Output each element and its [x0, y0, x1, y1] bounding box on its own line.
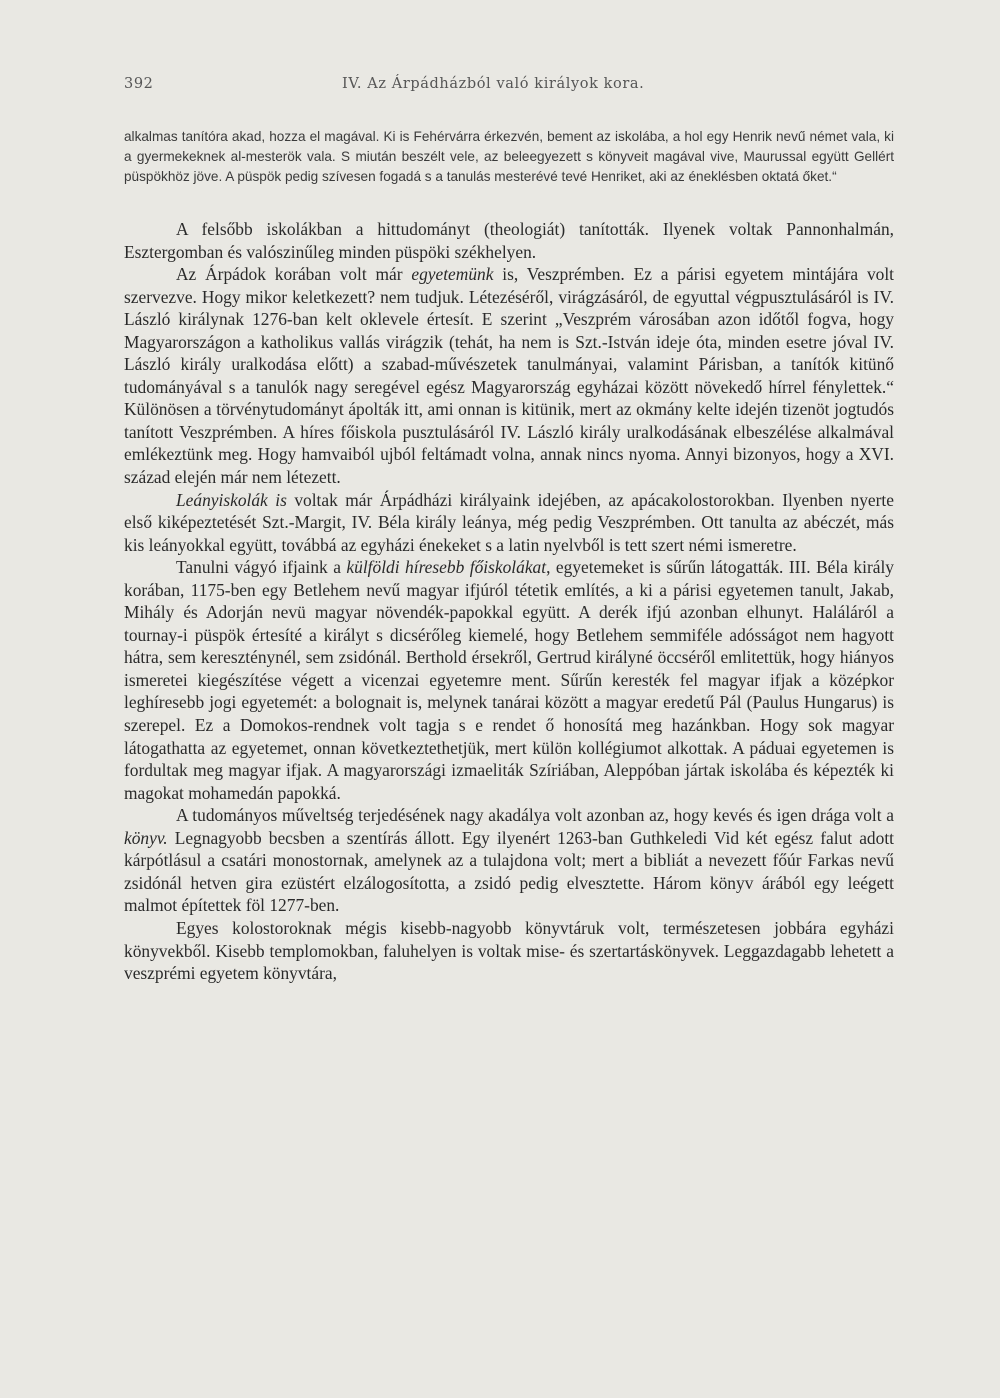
paragraph-text: is, Veszprémben. Ez a párisi egyetem mintájára volt szervezve. Hogy mikor keletkezett? nem tudjuk. Létezéséről, virágzásáról, de egyuttal végpusztulásáról is IV. László királynak 1276-ban kelt oklevele értesít. E szerint „Veszprém városában azon időtől fogva, hogy Magyarországon a katholikus vallás virágzik (tehát, ha nem is Szt.-István ideje óta, minden esetre jóval IV. László király uralkodása előtt) a szabad-művészetek tanulmányai, valamint Párisban, a tanítók kitünő tudományával s a tanulók nagy seregével egész Magyarország egyházai között növekedő hírrel fénylettek.“ Különösen a törvénytudományt ápolták itt, ami onnan is kitünik, mert az okmány kelte idején tizenöt jogtudós tanított Veszprémben. A híres főiskola pusztulásáról IV. László király uralkodásának elbeszélése alkalmával emlékeztünk meg. Hogy hamvaiból ujból feltámadt volna, annak nincs nyoma. Annyi bizonyos, hogy a XVI. század elején már nem létezett. — [124, 264, 895, 488]
quote-block — [124, 127, 894, 187]
paragraph-text: , egyetemeket is sűrűn látogatták. III. Béla király korában, 1175-ben egy Betlehem nevű magyar ifjúról tétetik említés, a ki a párisi egyetemen tanult, Jakab, Mihály és Adorján nevü magyar növendék-papokkal együtt. A derék ifjú azonban elhunyt. Haláláról a tournay-i püspök értesíté a királyt s dicsérőleg kiemelé, hogy Betlehem semmiféle adósságot nem hagyott hátra, sem kereszténynél, sem zsidónál. Berthold érsekről, Gertrud királyné öccséről emlitettük, hogy hiányos ismeretei kiegészítése végett a vicenzai egyetemre ment. Sűrűn keresték fel magyar ifjak a középkor leghíresebb jogi egyetemét: a bolognait is, melynek tanárai között a magyar eredetű Pál (Paulus Hungarus) is szerepel. Ez a Domokos-rendnek volt tagja s e rendet ő honosítá meg hazánkban. Hogy sok magyar látogathatta az egyetemet, onnan következtethetjük, mert külön kollégiumot alkottak. A páduai egyetemen is fordultak meg magyar ifjak. A magyarországi izmaeliták Szíriában, Aleppóban jártak iskolába és képezték ki magokat mohamedán papokká. — [124, 557, 894, 803]
running-title: IV. Az Árpádházból való királyok kora. — [342, 76, 645, 92]
main-text — [124, 218, 894, 985]
paragraph-university — [124, 263, 894, 488]
paragraph-higher-schools: A felsőbb iskolákban a hittudományt (theologiát) tanították. Ilyenek voltak Pannonhalmán, Esztergomban és valószinűleg minden püspöki székhelyen. — [124, 219, 894, 262]
paragraph-foreign-schools — [124, 556, 894, 804]
emphasis-term: külföldi híresebb főiskolákat — [346, 557, 547, 578]
paragraph-books — [124, 804, 894, 917]
paragraph-libraries: Egyes kolostoroknak mégis kisebb-nagyobb könyvtáruk volt, természetesen jobbára egyházi könyvekből. Kisebb templomokban, faluhelyen is voltak mise- és szertartáskönyvek. Leggazdagabb lehetett a veszprémi egyetem könyvtára, — [124, 917, 894, 984]
emphasis-term: könyv. — [124, 827, 168, 848]
emphasis-term: Leányiskolák is — [176, 489, 287, 510]
paragraph-text: Az Árpádok korában volt már — [176, 264, 412, 285]
paragraph-text: A tudományos műveltség terjedésének nagy akadálya volt azonban az, hogy kevés és igen drága volt a — [176, 805, 894, 826]
paragraph-text: Legnagyobb becsben a szentírás állott. Egy ilyenért 1263-ban Guthkeledi Vid két egész falut adott kárpótlásul a csatári monostornak, amelynek az a tulajdona volt; mert a bibliát a nevezett főúr Farkas nevű zsidónál hetven gira ezüstért elzálogosította, a zsidó pedig elvesztette. Három könyv árából egy leégett malmot építettek föl 1277-ben. — [124, 827, 894, 916]
emphasis-term: egyetemünk — [411, 264, 494, 285]
paragraph-text: voltak már Árpádházi királyaink idejében, az apácakolostorokban. Ilyenben nyerte első kiképeztetését Szt.-Margit, IV. Béla király leánya, még pedig Veszprémben. Ott tanulta az abéczét, más kis leányokkal együtt, továbbá az egyházi énekeket s a latin nyelvből is tett szert némi ismeretre. — [124, 489, 894, 555]
page-number: 392 — [124, 76, 154, 92]
quote-text: alkalmas tanítóra akad, hozza el magával. Ki is Fehérvárra érkezvén, bement az iskolába, a hol egy Henrik nevű német vala, ki a gyermekeknek al-mesterök vala. S miután beszélt vele, az beleegyezett s könyveit magával vive, Maurussal együtt Gellért püspökhöz jöve. A püspök pedig szívesen fogadá s a tanulás mesterévé tevé Henriket, aki az éneklésben oktatá őket.“ — [124, 129, 894, 184]
paragraph-text: Tanulni vágyó ifjaink a — [176, 557, 347, 578]
paragraph-girls-schools — [124, 489, 894, 557]
